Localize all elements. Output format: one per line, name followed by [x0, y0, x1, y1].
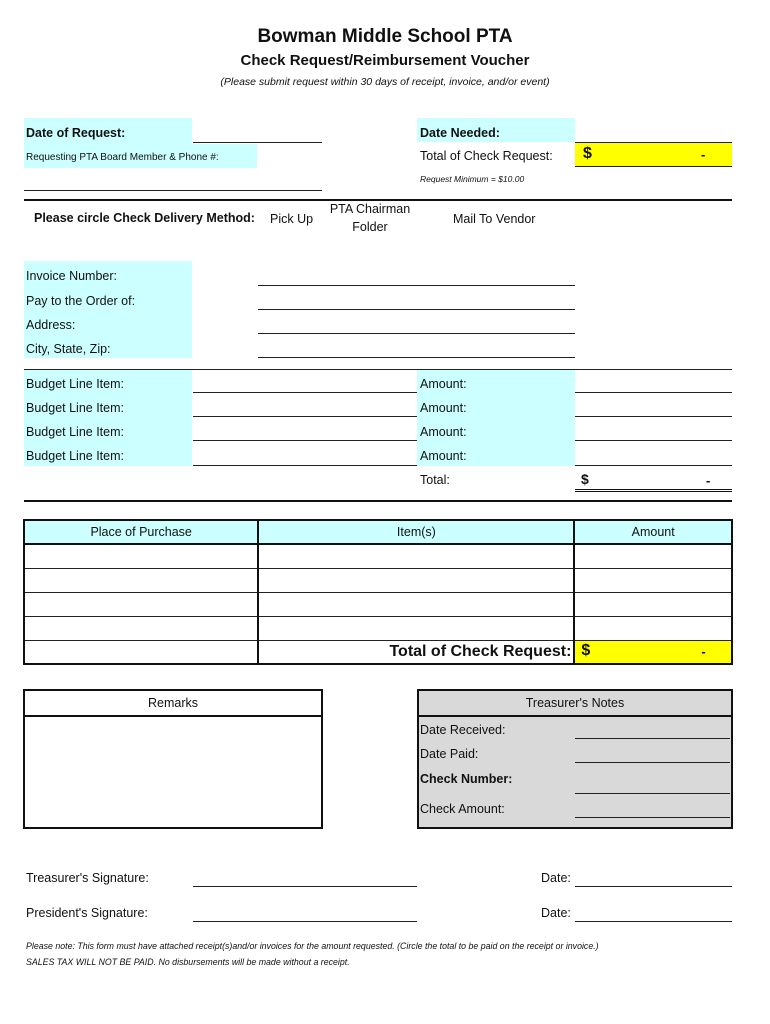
- footer-note-1: Please note: This form must have attached receipt(s)and/or invoices for the amount requested. (Circle the total to be paid on the receipt or invoice.): [26, 941, 599, 951]
- president-date-label: Date:: [541, 906, 571, 920]
- budget-line-label-4: Budget Line Item:: [26, 449, 124, 463]
- date-paid-label: Date Paid:: [420, 747, 479, 761]
- budget-total-label: Total:: [420, 473, 450, 487]
- items-cell[interactable]: [258, 592, 574, 616]
- budget-line-label-3: Budget Line Item:: [26, 425, 124, 439]
- amount-cell[interactable]: [574, 616, 732, 640]
- table-row: [24, 592, 732, 616]
- table-total-field: [574, 640, 732, 664]
- delivery-option-mail[interactable]: Mail To Vendor: [453, 212, 536, 226]
- form-title: Check Request/Reimbursement Voucher: [240, 52, 530, 69]
- items-cell[interactable]: [258, 568, 574, 592]
- purchase-table-header: [24, 520, 732, 544]
- chairman-label-line2: Folder: [352, 220, 388, 234]
- budget-line-field-1[interactable]: [193, 392, 417, 393]
- budget-line-field-3[interactable]: [193, 440, 417, 441]
- purchase-table: [23, 519, 733, 665]
- date-needed-label: Date Needed:: [420, 126, 500, 140]
- delivery-option-pickup[interactable]: Pick Up: [270, 212, 314, 226]
- delivery-option-chairman-folder[interactable]: [322, 202, 418, 234]
- section-divider: [24, 199, 732, 201]
- board-member-label: Requesting PTA Board Member & Phone #:: [26, 152, 219, 163]
- invoice-number-label: Invoice Number:: [26, 269, 118, 283]
- president-date-field[interactable]: [575, 921, 732, 922]
- budget-line-label-1: Budget Line Item:: [26, 377, 124, 391]
- currency-symbol: $: [583, 145, 592, 162]
- delivery-method-label: Please circle Check Delivery Method:: [34, 211, 255, 225]
- chairman-label-line1: PTA Chairman: [329, 202, 411, 216]
- amount-field-3[interactable]: [575, 440, 732, 441]
- amount-cell[interactable]: [574, 544, 732, 568]
- board-member-field[interactable]: [24, 190, 322, 191]
- pay-to-label: Pay to the Order of:: [26, 294, 136, 308]
- date-paid-field[interactable]: [575, 762, 730, 763]
- place-cell[interactable]: [24, 544, 258, 568]
- invoice-number-field[interactable]: [258, 285, 575, 286]
- budget-line-field-2[interactable]: [193, 416, 417, 417]
- president-signature-field[interactable]: [193, 921, 417, 922]
- table-total-label: Total of Check Request:: [389, 642, 572, 660]
- amount-cell[interactable]: [574, 568, 732, 592]
- col-items: Item(s): [258, 520, 574, 544]
- amount-label-2: Amount:: [420, 401, 467, 415]
- remarks-box[interactable]: [23, 689, 323, 829]
- budget-total-underline: [575, 489, 732, 492]
- treasurer-date-field[interactable]: [575, 886, 732, 887]
- city-state-zip-label: City, State, Zip:: [26, 342, 111, 356]
- treasurer-notes-title: Treasurer's Notes: [419, 691, 731, 717]
- check-amount-label: Check Amount:: [420, 802, 505, 816]
- budget-line-label-2: Budget Line Item:: [26, 401, 124, 415]
- address-label: Address:: [26, 318, 76, 332]
- place-cell[interactable]: [24, 568, 258, 592]
- place-cell[interactable]: [24, 640, 258, 664]
- date-received-label: Date Received:: [420, 723, 506, 737]
- col-place-of-purchase: Place of Purchase: [24, 520, 258, 544]
- budget-bottom-rule: [24, 500, 732, 502]
- place-cell[interactable]: [24, 616, 258, 640]
- pay-to-field[interactable]: [258, 309, 575, 310]
- date-of-request-label: Date of Request:: [26, 126, 126, 140]
- items-cell[interactable]: [258, 616, 574, 640]
- table-total-value: -: [701, 643, 706, 659]
- amount-label-1: Amount:: [420, 377, 467, 391]
- check-amount-field[interactable]: [575, 817, 730, 818]
- amount-label-3: Amount:: [420, 425, 467, 439]
- amount-label-4: Amount:: [420, 449, 467, 463]
- amount-field-2[interactable]: [575, 416, 732, 417]
- school-title: Bowman Middle School PTA: [257, 26, 513, 47]
- table-total-row: [24, 640, 732, 664]
- date-of-request-field[interactable]: [193, 142, 322, 143]
- check-number-label: Check Number:: [420, 772, 513, 786]
- instruction-text: (Please submit request within 30 days of receipt, invoice, and/or event): [220, 76, 550, 88]
- total-check-request-field: [575, 143, 732, 167]
- total-value: -: [701, 147, 706, 162]
- budget-total-currency: $: [581, 471, 589, 487]
- table-row: [24, 616, 732, 640]
- remarks-title: Remarks: [25, 691, 321, 717]
- request-minimum-note: Request Minimum = $10.00: [420, 174, 525, 184]
- treasurer-signature-field[interactable]: [193, 886, 417, 887]
- amount-field-4[interactable]: [575, 465, 732, 466]
- amount-cell[interactable]: [574, 592, 732, 616]
- table-row: [24, 568, 732, 592]
- president-signature-label: President's Signature:: [26, 906, 148, 920]
- date-received-field[interactable]: [575, 738, 730, 739]
- address-field[interactable]: [258, 333, 575, 334]
- items-cell[interactable]: [258, 544, 574, 568]
- footer-note-2: SALES TAX WILL NOT BE PAID. No disbursements will be made without a receipt.: [26, 957, 350, 967]
- treasurer-date-label: Date:: [541, 871, 571, 885]
- total-check-request-label: Total of Check Request:: [420, 149, 553, 163]
- col-amount: Amount: [574, 520, 732, 544]
- budget-total-value: -: [706, 473, 711, 488]
- check-number-field[interactable]: [575, 793, 730, 794]
- table-total-currency: $: [581, 641, 591, 659]
- treasurer-signature-label: Treasurer's Signature:: [26, 871, 149, 885]
- table-row: [24, 544, 732, 568]
- city-state-zip-field[interactable]: [258, 357, 575, 358]
- place-cell[interactable]: [24, 592, 258, 616]
- table-total-label-cell: [258, 640, 574, 664]
- budget-line-field-4[interactable]: [193, 465, 417, 466]
- amount-field-1[interactable]: [575, 392, 732, 393]
